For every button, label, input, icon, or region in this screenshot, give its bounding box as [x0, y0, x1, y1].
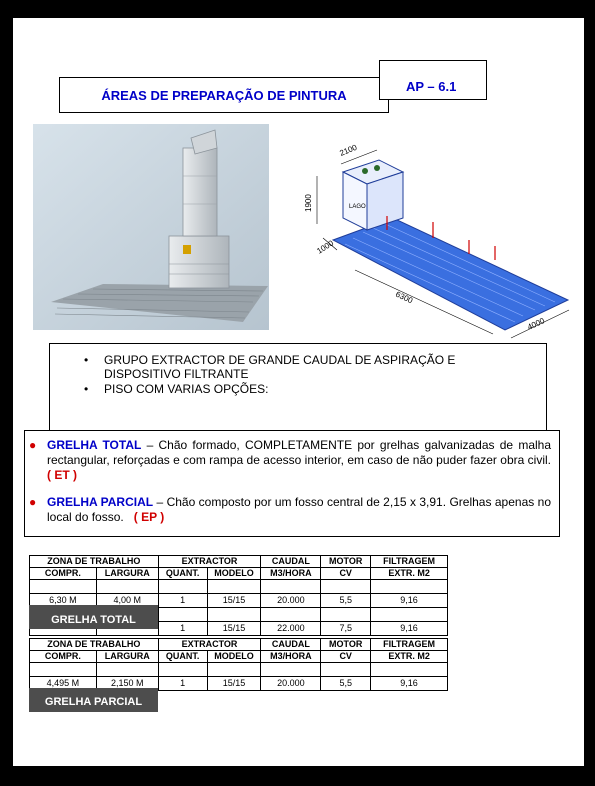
bullet-icon: ● — [29, 495, 37, 509]
dim-ramp-label: 4000 — [526, 316, 546, 332]
feature-item: • GRUPO EXTRACTOR DE GRANDE CAUDAL DE ASPIRAÇÃO E DISPOSITIVO FILTRANTE — [84, 353, 534, 381]
subheader-cell: LARGURA — [96, 651, 158, 663]
cell: 20.000 — [261, 594, 321, 608]
cell: 6,30 M — [30, 594, 97, 608]
cell: 1 — [158, 622, 207, 636]
subheader-cell: MODELO — [207, 568, 261, 580]
floor-options-box — [24, 430, 560, 537]
subheader-cell: CV — [321, 568, 371, 580]
diagram-brand: LAGO — [349, 204, 366, 210]
label-grelha-parcial: GRELHA PARCIAL — [29, 688, 158, 712]
cell: 20.000 — [261, 677, 321, 691]
cell: 22.000 — [261, 622, 321, 636]
dim-width-label: 2100 — [338, 142, 359, 158]
document-code: AP – 6.1 — [379, 60, 487, 100]
cell: 15/15 — [207, 677, 261, 691]
option-text: – Chão composto por um fosso central de 2,15 x 3,91. Grelhas apenas no local do fosso. — [47, 495, 552, 524]
header-motor: MOTOR — [321, 556, 371, 568]
cell: 15/15 — [207, 622, 261, 636]
features-list — [84, 353, 534, 397]
cell: 9,16 — [371, 594, 448, 608]
header-extractor: EXTRACTOR — [158, 556, 261, 568]
subheader-cell: QUANT. — [158, 568, 207, 580]
dim-height-label: 1900 — [304, 194, 313, 212]
subheader-cell: COMPR. — [30, 651, 97, 663]
page-title: ÁREAS DE PREPARAÇÃO DE PINTURA — [59, 77, 389, 113]
option-grelha-total — [29, 438, 552, 483]
header-zona: ZONA DE TRABALHO — [30, 639, 159, 651]
header-caudal: CAUDAL — [261, 556, 321, 568]
option-name: GRELHA TOTAL — [47, 438, 142, 452]
features-box — [49, 343, 547, 431]
header-zona: ZONA DE TRABALHO — [30, 556, 159, 568]
spec-table-partial — [29, 638, 448, 691]
cell: 1 — [158, 594, 207, 608]
subheader-cell: LARGURA — [96, 568, 158, 580]
bullet-icon: ● — [29, 438, 37, 452]
option-code: ( EP ) — [133, 510, 165, 524]
dim-depth-label: 1000 — [315, 238, 336, 256]
header-caudal: CAUDAL — [261, 639, 321, 651]
cell: 1 — [158, 677, 207, 691]
option-grelha-parcial — [29, 495, 552, 525]
option-code: ( ET ) — [47, 468, 77, 482]
dimension-diagram — [283, 120, 577, 344]
subheader-cell: QUANT. — [158, 651, 207, 663]
header-filtragem: FILTRAGEM — [371, 556, 448, 568]
subheader-cell: EXTR. M2 — [371, 651, 448, 663]
cell: 9,16 — [371, 622, 448, 636]
feature-item: • PISO COM VARIAS OPÇÕES: — [84, 382, 534, 396]
dim-length-label: 6300 — [394, 289, 415, 306]
subheader-cell: EXTR. M2 — [371, 568, 448, 580]
product-photo — [33, 124, 269, 330]
cell: 9,16 — [371, 677, 448, 691]
label-grelha-total: GRELHA TOTAL — [29, 605, 158, 629]
cell: 5,5 — [321, 594, 371, 608]
subheader-cell: M3/HORA — [261, 651, 321, 663]
cell: 4,495 M — [30, 677, 97, 691]
cell: 2,150 M — [96, 677, 158, 691]
document-page — [13, 18, 584, 766]
header-extractor: EXTRACTOR — [158, 639, 261, 651]
cell: 5,5 — [321, 677, 371, 691]
cell: 4,00 M — [96, 594, 158, 608]
option-text: – Chão formado, COMPLETAMENTE por grelhas galvanizadas de malha rectangular, reforçadas e com rampa de acesso interior, em caso de não puder fazer obra civil. — [47, 438, 552, 467]
subheader-cell: M3/HORA — [261, 568, 321, 580]
header-motor: MOTOR — [321, 639, 371, 651]
subheader-cell: COMPR. — [30, 568, 97, 580]
subheader-cell: CV — [321, 651, 371, 663]
cell: 15/15 — [207, 594, 261, 608]
option-name: GRELHA PARCIAL — [47, 495, 154, 509]
header-filtragem: FILTRAGEM — [371, 639, 448, 651]
cell: 7,5 — [321, 622, 371, 636]
subheader-cell: MODELO — [207, 651, 261, 663]
